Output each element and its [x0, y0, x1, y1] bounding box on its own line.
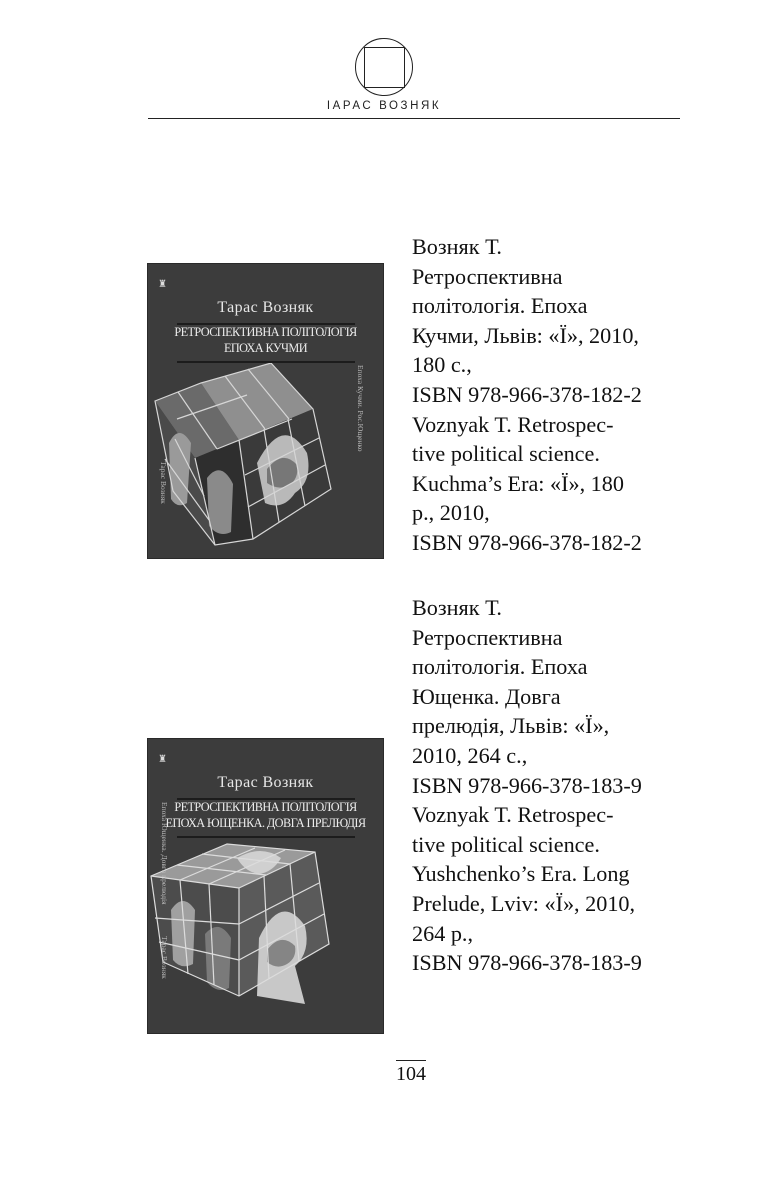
description-line: Voznyak T. Retrospec- [412, 411, 614, 437]
cover-title [147, 325, 384, 356]
description-line: Ющенка. Довга [412, 683, 561, 709]
cover-author: Тарас Возняк [217, 774, 314, 791]
book-description-yushchenko [412, 593, 732, 978]
cover-title [147, 800, 384, 831]
description-line: ISBN 978-966-378-183-9 [412, 772, 642, 798]
description-line: Kuchma’s Era: «Ї», 180 [412, 470, 624, 496]
description-line: Ретроспективна [412, 624, 563, 650]
description-line: ISBN 978-966-378-182-2 [412, 529, 642, 555]
description-line: 180 с., [412, 352, 472, 378]
description-line: прелюдія, Львів: «Ї», [412, 713, 610, 739]
description-line: tive political science. [412, 831, 600, 857]
cover-spine-text: Епоха Кучми. Рос.Ющенко [356, 365, 365, 452]
cover-title-line: ЕПОХА ЮЩЕНКА. ДОВГА ПРЕЛЮДІЯ [165, 815, 366, 830]
description-line: Yushchenko’s Era. Long [412, 861, 630, 887]
cover-author: Тарас Возняк [217, 299, 314, 316]
page-number: 104 [396, 1060, 426, 1086]
logo-square [364, 47, 405, 88]
cover-title-line: ЕПОХА КУЧМИ [223, 340, 307, 355]
description-line: Ретроспективна [412, 263, 563, 289]
description-line: Кучми, Львів: «Ї», 2010, [412, 322, 639, 348]
description-line: 2010, 264 с., [412, 742, 528, 768]
book-cover-kuchma [147, 263, 384, 559]
publisher-tower-icon: ♜ [158, 279, 167, 290]
book-description-kuchma [412, 232, 732, 558]
description-line: політологія. Епоха [412, 654, 588, 680]
description-line: Prelude, Lviv: «Ї», 2010, [412, 890, 636, 916]
description-line: tive political science. [412, 441, 600, 467]
description-line: 264 p., [412, 920, 474, 946]
description-line: Возняк Т. [412, 595, 502, 620]
cover-spine-text: Тарас Возняк [160, 936, 169, 979]
description-line: Voznyak T. Retrospec- [412, 802, 614, 828]
description-line: Возняк Т. [412, 234, 502, 259]
description-line: ISBN 978-966-378-182-2 [412, 381, 642, 407]
cover-title-line: РЕТРОСПЕКТИВНА ПОЛІТОЛОГІЯ [174, 325, 357, 339]
cover-title-line: РЕТРОСПЕКТИВНА ПОЛІТОЛОГІЯ [174, 800, 357, 814]
circle-square-logo-icon [355, 38, 413, 96]
description-line: політологія. Епоха [412, 293, 588, 319]
running-header-author: ІАРАС ВОЗНЯК [326, 100, 442, 112]
book-cover-yushchenko [147, 738, 384, 1034]
description-line: p., 2010, [412, 500, 490, 526]
description-line: ISBN 978-966-378-183-9 [412, 950, 642, 976]
header-rule [148, 118, 680, 119]
publisher-tower-icon: ♜ [158, 754, 167, 765]
cover-spine-text: Тарас Возняк [159, 461, 168, 504]
cover-spine-text: Епоха Ющенка. Довга прелюдія [160, 802, 169, 905]
